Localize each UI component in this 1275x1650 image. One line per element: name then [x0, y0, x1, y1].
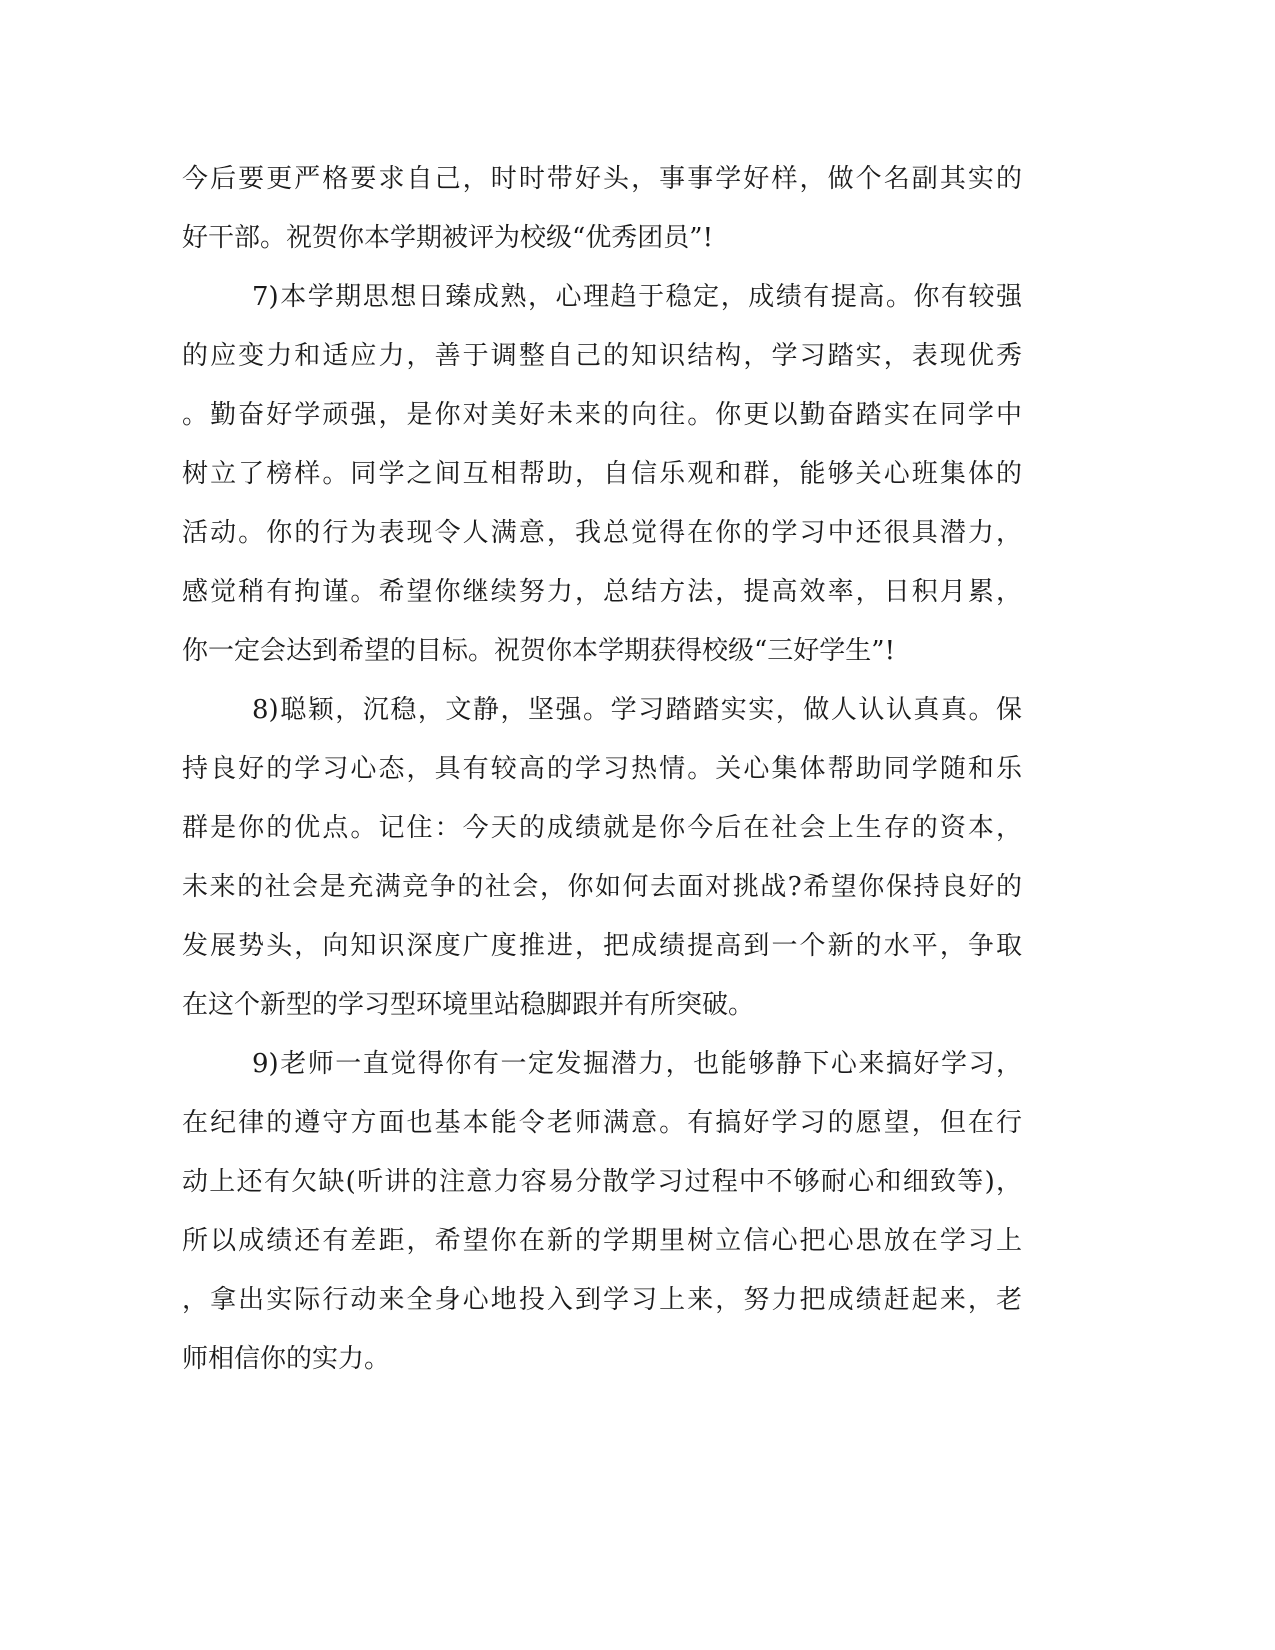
text-line: 的应变力和适应力，善于调整自己的知识结构，学习踏实，表现优秀	[182, 341, 1022, 371]
text-line: 群是你的优点。记住：今天的成绩就是你今后在社会上生存的资本，	[182, 813, 1022, 843]
paragraph-start-9: 9)老师一直觉得你有一定发掘潜力，也能够静下心来搞好学习，	[252, 1049, 1022, 1079]
text-line: 发展势头，向知识深度广度推进，把成绩提高到一个新的水平，争取	[182, 931, 1022, 961]
paragraph-start-8: 8)聪颖，沉稳，文静，坚强。学习踏踏实实，做人认认真真。保	[252, 695, 1022, 725]
text-line: 。勤奋好学顽强，是你对美好未来的向往。你更以勤奋踏实在同学中	[182, 400, 1022, 430]
text-line: 好干部。祝贺你本学期被评为校级“优秀团员”!	[182, 223, 714, 253]
text-line: 活动。你的行为表现令人满意，我总觉得在你的学习中还很具潜力，	[182, 518, 1022, 548]
text-line: 所以成绩还有差距，希望你在新的学期里树立信心把心思放在学习上	[182, 1226, 1022, 1256]
text-line: 你一定会达到希望的目标。祝贺你本学期获得校级“三好学生”!	[182, 636, 896, 666]
text-line: 在这个新型的学习型环境里站稳脚跟并有所突破。	[182, 990, 755, 1020]
text-line: 动上还有欠缺(听讲的注意力容易分散学习过程中不够耐心和细致等)，	[182, 1167, 1022, 1197]
text-line: 持良好的学习心态，具有较高的学习热情。关心集体帮助同学随和乐	[182, 754, 1022, 784]
text-line: 今后要更严格要求自己，时时带好头，事事学好样，做个名副其实的	[182, 164, 1022, 194]
text-line: 感觉稍有拘谨。希望你继续努力，总结方法，提高效率，日积月累，	[182, 577, 1022, 607]
text-line: ，拿出实际行动来全身心地投入到学习上来，努力把成绩赶起来，老	[182, 1285, 1022, 1315]
text-line: 在纪律的遵守方面也基本能令老师满意。有搞好学习的愿望，但在行	[182, 1108, 1022, 1138]
text-line: 师相信你的实力。	[182, 1344, 391, 1374]
text-line: 树立了榜样。同学之间互相帮助，自信乐观和群，能够关心班集体的	[182, 459, 1022, 489]
text-line: 未来的社会是充满竞争的社会，你如何去面对挑战?希望你保持良好的	[182, 872, 1022, 902]
document-page	[182, 150, 1022, 1389]
paragraph-start-7: 7)本学期思想日臻成熟，心理趋于稳定，成绩有提高。你有较强	[252, 282, 1022, 312]
